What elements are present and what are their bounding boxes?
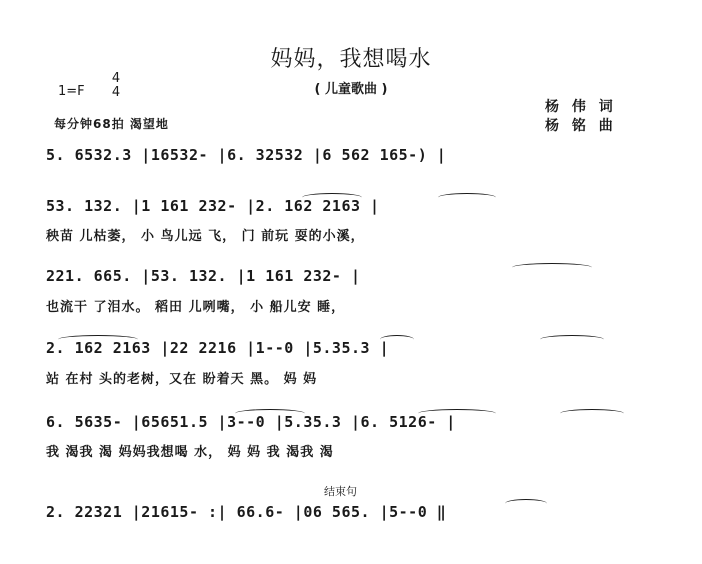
ending-label: 结束句 xyxy=(324,485,357,498)
time-signature-top: 4 xyxy=(111,71,121,86)
time-signature-bottom: 4 xyxy=(111,85,121,100)
slur-mark xyxy=(380,335,414,344)
slur-mark xyxy=(235,409,305,418)
slur-mark xyxy=(512,263,592,272)
tempo-marking: 每分钟68拍 渴望地 xyxy=(54,117,169,131)
lyric-line-3: 也流干 了泪水。 稻田 儿咧嘴， 小 船儿安 睡， xyxy=(46,300,346,315)
lyric-line-5: 我 渴我 渴 妈妈我想喝 水， 妈 妈 我 渴我 渴 xyxy=(46,445,334,460)
lyric-line-4: 站 在村 头的老树，又在 盼着天 黑。 妈 妈 xyxy=(46,372,318,387)
notation-line-5: 6. 5635- |65651.5 |3--0 |5.35.3 |6. 5126- | xyxy=(46,413,456,431)
slur-mark xyxy=(505,499,547,508)
lyricist-credit: 杨 伟 词 xyxy=(545,99,617,115)
notation-line-2: 53. 132. |1 161 232- |2. 162 2163 | xyxy=(46,197,380,215)
slur-mark xyxy=(560,409,624,418)
notation-line-4: 2. 162 2163 |22 2216 |1--0 |5.35.3 | xyxy=(46,339,390,357)
slur-mark xyxy=(438,193,496,202)
song-subtitle: ( 儿童歌曲 ) xyxy=(314,82,388,97)
notation-line-6: 2. 22321 |21615- :| 66.6- |06 565. |5--0 ‖ xyxy=(46,503,447,521)
notation-line-1: 5. 6532.3 |16532- |6. 32532 |6 562 165-) | xyxy=(46,146,447,164)
key-signature: 1=F xyxy=(58,84,85,99)
composer-credit: 杨 铭 曲 xyxy=(545,118,617,134)
notation-line-3: 221. 665. |53. 132. |1 161 232- | xyxy=(46,267,361,285)
song-title: 妈妈，我想喝水 xyxy=(270,47,432,72)
slur-mark xyxy=(418,409,496,418)
slur-mark xyxy=(58,335,138,344)
slur-mark xyxy=(302,193,362,202)
slur-mark xyxy=(540,335,604,344)
time-signature xyxy=(110,72,122,100)
lyric-line-2: 秧苗 儿枯萎， 小 鸟儿远 飞， 门 前玩 耍的小溪， xyxy=(46,229,365,244)
